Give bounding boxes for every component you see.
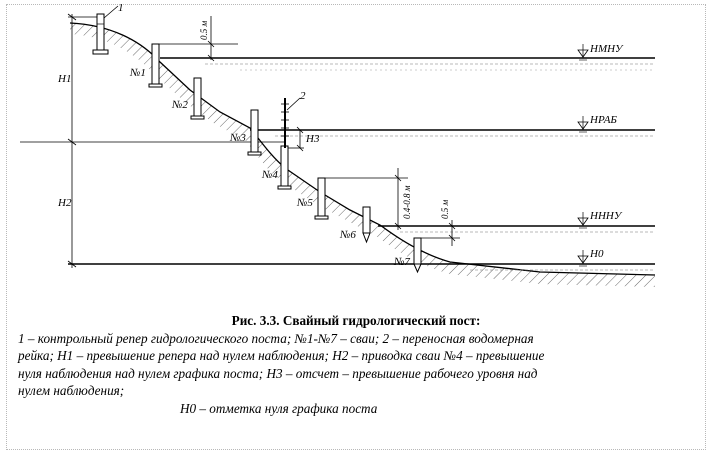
- level-nnu-label: НННУ: [590, 210, 622, 222]
- figure-caption: [18, 312, 694, 417]
- caption-line-5: H0 – отметка нуля графика поста: [180, 400, 378, 416]
- dim-05-top-label: 0.5 м: [199, 20, 209, 40]
- pile-label-5: №5: [297, 197, 313, 209]
- caption-line-2: рейка; H1 – превышение репера над нулем наблюдения; H2 – приводка сваи №4 – превышение: [18, 348, 545, 363]
- pile-label-7: №7: [394, 256, 410, 268]
- water-level-zero: [68, 264, 655, 270]
- caption-line-3: нуля наблюдения над нулем графика поста; H3 – отсчет – превышение рабочего уровня над: [18, 365, 538, 381]
- h2-label: H2: [58, 197, 72, 209]
- pile-label-3: №3: [230, 132, 246, 144]
- level-zero-label: Н0: [590, 248, 604, 260]
- caption-title: Рис. 3.3. Свайный гидрологический пост:: [231, 313, 481, 328]
- marker-1-label: 1: [118, 2, 124, 14]
- pile-7: [414, 238, 421, 272]
- dim-05-bottom: [420, 220, 460, 246]
- dim-04-08-label: 0.4-0.8 м: [402, 185, 412, 219]
- pile-label-2: №2: [172, 99, 188, 111]
- water-level-nnu: [378, 226, 655, 232]
- h1-label: H1: [58, 73, 72, 85]
- level-rab-label: НРАБ: [590, 114, 617, 126]
- pile-label-6: №6: [340, 229, 356, 241]
- pile-6: [363, 207, 370, 242]
- pile-label-1: №1: [130, 67, 146, 79]
- h3-label: H3: [306, 133, 320, 145]
- caption-line-1: 1 – контрольный репер гидрологического поста; №1-№7 – сваи; 2 – переносная водомерная: [18, 330, 534, 346]
- portable-staff-gauge: [281, 98, 300, 148]
- dim-05-bottom-label: 0.5 м: [440, 199, 450, 219]
- level-mnu-label: НМНУ: [590, 43, 623, 55]
- caption-line-4: нулем наблюдения;: [18, 383, 125, 398]
- marker-2-label: 2: [300, 90, 306, 102]
- dim-05-top: [158, 16, 238, 61]
- pile-label-4: №4: [262, 169, 278, 181]
- water-level-rab: [20, 130, 655, 142]
